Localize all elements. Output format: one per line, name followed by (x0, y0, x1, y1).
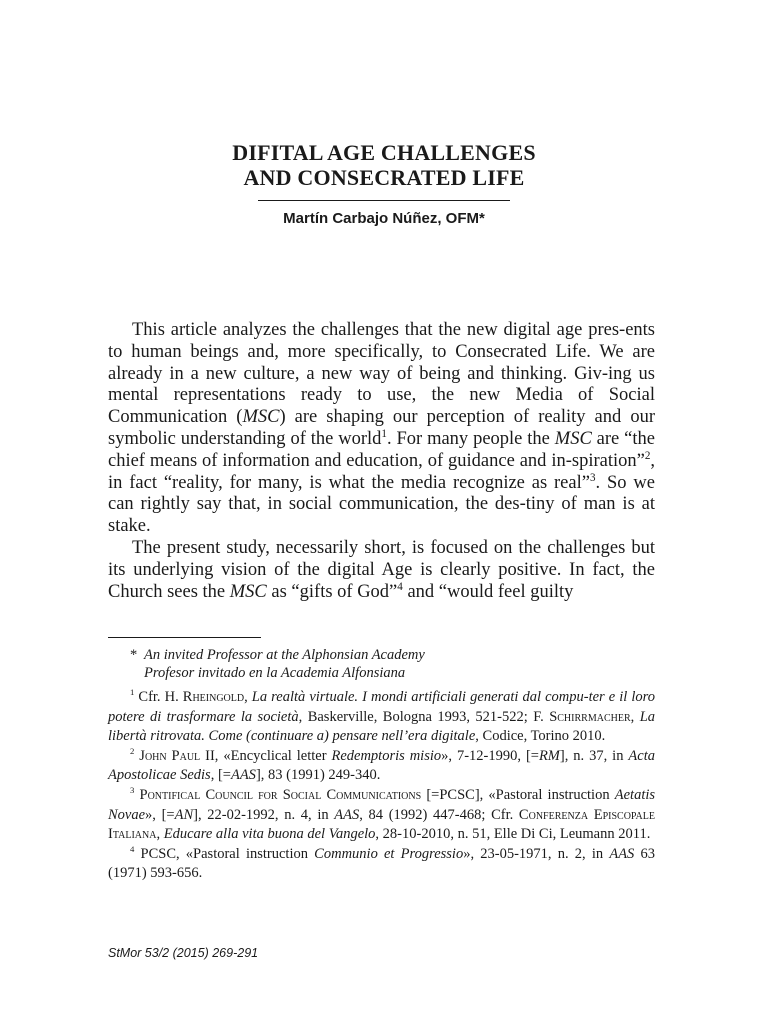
footnote-4: $^4$ PCSC, «Pastoral instruction Communio et Progressio», 23-05-1971, n. 2, in AAS 63 (1971) 593-656. (108, 843, 655, 882)
footnotes (108, 688, 655, 884)
author-name: Martín Carbajo Núñez, OFM* (283, 210, 485, 227)
footnote-divider (108, 637, 261, 638)
title-line-2: AND CONSECRATED LIFE (243, 165, 525, 190)
footnote-1: $^1$ Cfr. H. Rheingold, La realtà virtuale. I mondi artificiali generati dal compu-ter e il loro potere di trasformare la società, Baskerville, Bologna 1993, 521-522; F. Schirrmacher, La libertà ritrovata. Come (continuare a) pensare nell’era digitale, Codice, Torino 2010. (108, 687, 656, 745)
affiliation-line-1: An invited Professor at the Alphonsian Academy (144, 647, 425, 663)
footnote-3: $^3$ Pontifical Council for Social Communications [=PCSC], «Pastoral instruction Aetatis Novae», [=AN], 22-02-1992, n. 4, in AAS, 84 (1992) 447-468; Cfr. Conferenza Episcopale Italiana, Educare alla vita buona del Vangelo, 28-10-2010, n. 51, Elle Di Ci, Leumann 2011. (108, 785, 656, 843)
title-divider (258, 200, 510, 201)
author-affiliation (130, 646, 630, 682)
affiliation-marker: * (130, 647, 138, 663)
affiliation-line-2: Profesor invitado en la Academia Alfonsiana (144, 665, 406, 681)
body-paragraph-1: This article analyzes the challenges that the new digital age pres-ents to human beings and, more specifically, to Consecrated Life. We are already in a new culture, a new way of being and thinking. Giv-ing us mental representations ready to use, the new Media of Social Communication (MSC) are shaping our perception of reality and our symbolic understanding of the world$^1$. For many people the MSC are “the chief means of information and education, of guidance and in-spiration”$^2$, in fact “reality, for many, is what the media recognize as real”$^3$. So we can rightly say that, in social communication, the des-tiny of man is at stake. (108, 320, 655, 537)
footnote-ref-4[interactable]: 4 (397, 580, 403, 593)
title-line-1: DIFITAL AGE CHALLENGES (232, 140, 536, 165)
journal-citation: StMor 53/2 (2015) 269-291 (108, 946, 259, 960)
article-body (108, 320, 655, 603)
footnote-ref-2[interactable]: 2 (644, 449, 651, 462)
body-paragraph-2: The present study, necessarily short, is focused on the challenges but its underlying vision of the digital Age is clearly positive. In fact, the Church sees the MSC as “gifts of God”$^4$ and “would feel guilty (108, 537, 655, 602)
footnote-ref-1[interactable]: 1 (381, 427, 387, 440)
article-title (0, 140, 768, 190)
footnote-2: $^2$ John Paul II, «Encyclical letter Redemptoris misio», 7-12-1990, [=RM], n. 37, in Acta Apostolicae Sedis, [=AAS], 83 (1991) 249-340. (108, 745, 655, 784)
footnote-ref-3[interactable]: 3 (589, 471, 596, 484)
